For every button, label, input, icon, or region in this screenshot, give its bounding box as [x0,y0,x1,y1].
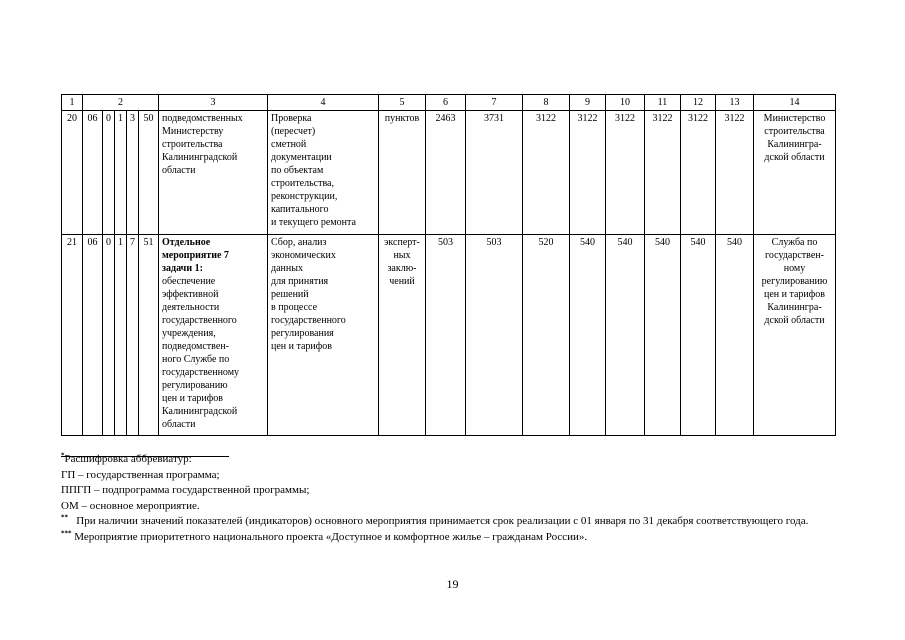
value-cell: 3122 [716,111,754,235]
text-line: подведомственных [162,113,243,124]
header-col-5: 5 [379,95,426,111]
text-line: Калинингра- [767,302,822,313]
text-line: области [162,165,196,176]
footnote-title [61,452,861,468]
header-col-12: 12 [681,95,716,111]
text-line: цен и тарифов [162,393,223,404]
text-line: реконструкции, [271,191,338,202]
text-line: Калининградской [162,406,238,417]
header-col-10: 10 [606,95,645,111]
text-line: подведомствен- [162,341,229,352]
code-cell: 06 [83,235,103,436]
value-cell: 3731 [466,111,523,235]
code-cell: 0 [103,235,115,436]
footnote-line: ППГП – подпрограмма государственной программы; [61,484,310,496]
header-col-2: 2 [83,95,159,111]
text-line: Калинингра- [767,139,822,150]
header-col-3: 3 [159,95,268,111]
text-line: для принятия [271,276,329,287]
value-cell: 540 [716,235,754,436]
action-cell [268,235,379,436]
text-line: строительства, [271,178,334,189]
text-line: по объектам [271,165,324,176]
code-cell: 3 [127,111,139,235]
footnote-line: ОМ – основное мероприятие. [61,499,200,512]
row-number: 20 [62,111,83,235]
footnote-note [61,530,861,546]
code-cell: 51 [139,235,159,436]
text-line: капитального [271,204,329,215]
text-line: данных [271,263,303,274]
text-line: ного Службе по [162,354,230,365]
text-line: регулированию [162,380,228,391]
value-cell: 503 [466,235,523,436]
header-col-1: 1 [62,95,83,111]
footnote-line: ГП – государственная программа; [61,468,220,481]
text-line: экономических [271,250,336,261]
text-line: государствен- [765,250,824,261]
text-line-bold: мероприятие 7 [162,250,229,261]
program-table [61,94,836,436]
value-cell: 3122 [645,111,681,235]
header-col-13: 13 [716,95,754,111]
text-line: и текущего ремонта [271,217,356,228]
code-cell: 0 [103,111,115,235]
text-line: области [162,419,196,430]
text-line: эффективной [162,289,219,300]
footnote-title-text: Расшифровка аббревиатур: [64,453,192,465]
value-cell: 503 [426,235,466,436]
value-cell: 3122 [523,111,570,235]
header-col-14: 14 [754,95,836,111]
text-line: строительства [162,139,223,150]
text-line: в процессе [271,302,318,313]
text-line: Министерству [162,126,224,137]
header-col-11: 11 [645,95,681,111]
page-number: 19 [446,577,459,591]
unit-cell: пунктов [379,111,426,235]
text-line: Министерство [763,113,826,124]
footnote-note-text: При наличии значений показателей (индикаторов) основного мероприятия принимается срок реализации с 01 января по 31 декабря соответствующего года. [76,515,809,527]
text-line: учреждения, [162,328,216,339]
value-cell: 3122 [606,111,645,235]
header-col-7: 7 [466,95,523,111]
footnote-mark: ** [61,513,68,522]
text-line-bold: задачи 1: [162,263,203,274]
text-line: цен и тарифов [271,341,332,352]
text-line-bold: Отдельное [162,237,211,248]
value-cell: 3122 [681,111,716,235]
text-line: Калининградской [162,152,238,163]
value-cell: 540 [645,235,681,436]
table-row [62,111,836,235]
measure-name-cell [159,235,268,436]
text-line: Сбор, анализ [271,237,327,248]
footnote-note-text: Мероприятие приоритетного национального проекта «Доступное и комфортное жилье – гражданам России». [74,530,588,543]
header-col-4: 4 [268,95,379,111]
text-line: решений [271,289,309,300]
action-cell [268,111,379,235]
text-line: обеспечение [162,276,216,287]
code-cell: 1 [115,235,127,436]
value-cell: 540 [570,235,606,436]
footnote-mark: *** [61,528,72,537]
unit-cell [379,235,426,436]
value-cell: 540 [681,235,716,436]
value-cell: 540 [606,235,645,436]
value-cell: 520 [523,235,570,436]
text-line: сметной [271,139,307,150]
code-cell: 50 [139,111,159,235]
responsible-cell [754,111,836,235]
text-line: цен и тарифов [764,289,825,300]
row-number: 21 [62,235,83,436]
text-line: государственного [271,315,346,326]
responsible-cell [754,235,836,436]
footnote-mark: * [61,451,65,460]
text-line: чений [389,276,415,287]
footnote-note [61,514,861,530]
text-line: документации [271,152,332,163]
footnotes [61,452,861,545]
header-col-9: 9 [570,95,606,111]
text-line: ных [393,250,411,261]
text-line: строительства [764,126,825,137]
header-col-6: 6 [426,95,466,111]
measure-name-cell [159,111,268,235]
code-cell: 7 [127,235,139,436]
table-row [62,235,836,436]
text-line: регулирования [271,328,334,339]
text-line: государственному [162,367,240,378]
text-line: регулированию [761,276,828,287]
text-line: государственного [162,315,237,326]
text-line: заклю- [387,263,417,274]
code-cell: 1 [115,111,127,235]
text-line: ному [783,263,806,274]
header-row [62,95,836,111]
text-line: дской области [764,315,825,326]
text-line: (пересчет) [271,126,316,137]
text-line: Служба по [771,237,818,248]
text-line: деятельности [162,302,220,313]
header-col-8: 8 [523,95,570,111]
value-cell: 3122 [570,111,606,235]
text-line: дской области [764,152,825,163]
text-line: Проверка [271,113,312,124]
value-cell: 2463 [426,111,466,235]
code-cell: 06 [83,111,103,235]
text-line: эксперт- [384,237,420,248]
